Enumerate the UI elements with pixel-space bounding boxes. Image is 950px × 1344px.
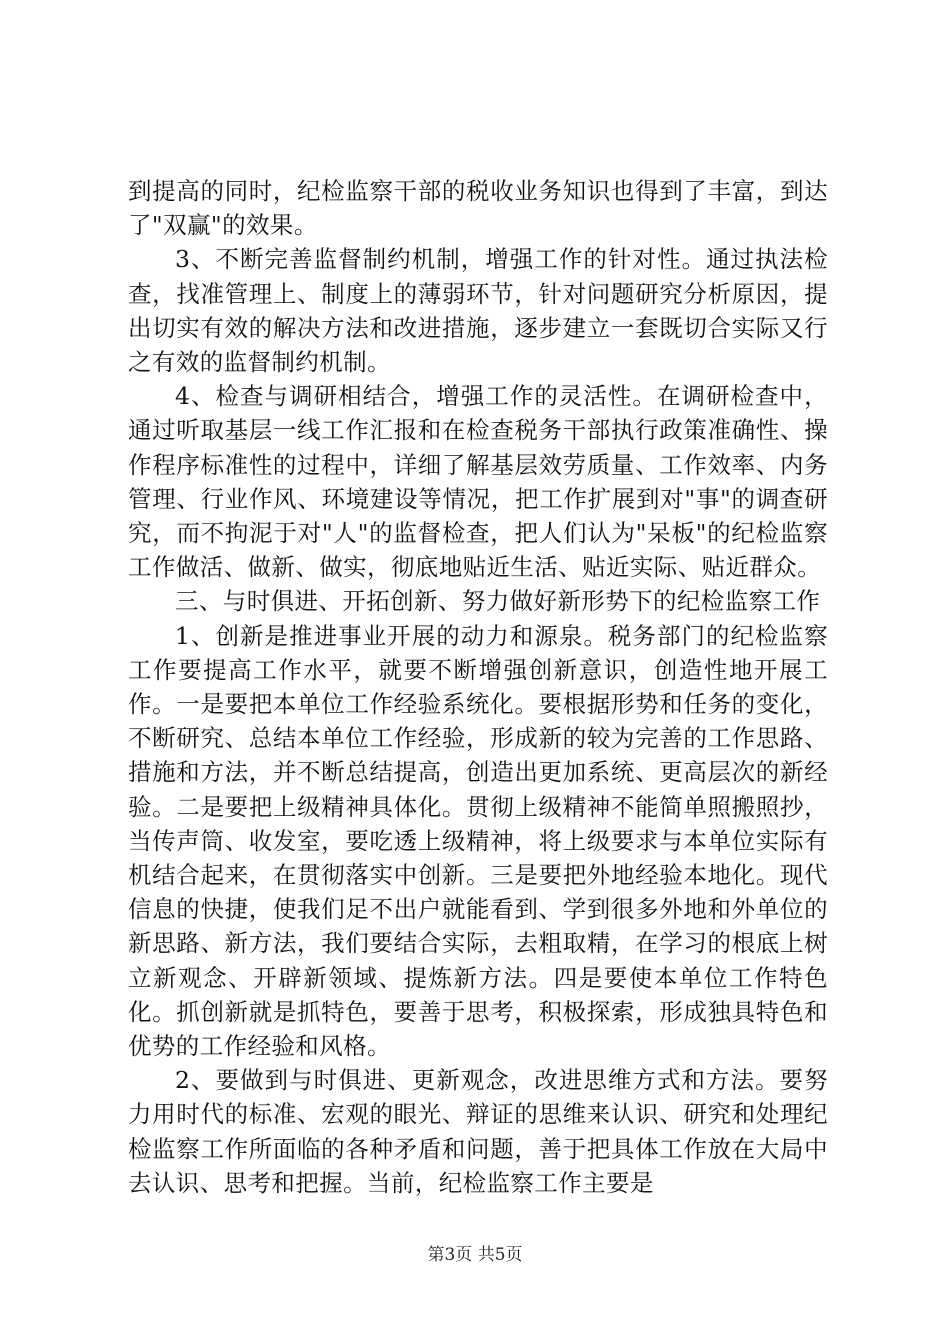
paragraph-item-4: 4、检查与调研相结合，增强工作的灵活性。在调研检查中，通过听取基层一线工作汇报和在检查税务干部执行政策准确性、操作程序标准性的过程中，详细了解基层效劳质量、工作效率、内务管理、行业作风、环境建设等情况，把工作扩展到对"事"的调查研究，而不拘泥于对"人"的监督检查，把人们认为"呆板"的纪检监察工作做活、做新、做实，彻底地贴近生活、贴近实际、贴近群众。 — [128, 382, 828, 582]
page-number: 第3页 共5页 — [427, 1245, 523, 1265]
document-body — [128, 174, 828, 1200]
paragraph-continuation: 到提高的同时，纪检监察干部的税收业务知识也得到了丰富，到达了"双赢"的效果。 — [128, 177, 828, 240]
page-footer — [0, 1245, 950, 1265]
paragraph-item-3: 3、不断完善监督制约机制，增强工作的针对性。通过执法检查，找准管理上、制度上的薄弱环节，针对问题研究分析原因，提出切实有效的解决方法和改进措施，逐步建立一套既切合实际又行之有效的监督制约机制。 — [128, 245, 828, 377]
paragraph-subitem-2: 2、要做到与时俱进、更新观念，改进思维方式和方法。要努力用时代的标准、宏观的眼光、辩证的思维来认识、研究和处理纪检监察工作所面临的各种矛盾和问题，善于把具体工作放在大局中去认识、思考和把握。当前，纪检监察工作主要是 — [128, 1066, 828, 1197]
paragraph-subitem-1: 1、创新是推进事业开展的动力和源泉。税务部门的纪检监察工作要提高工作水平，就要不断增强创新意识，创造性地开展工作。一是要把本单位工作经验系统化。要根据形势和任务的变化，不断研究、总结本单位工作经验，形成新的较为完善的工作思路、措施和方法，并不断总结提高，创造出更加系统、更高层次的新经验。二是要把上级精神具体化。贯彻上级精神不能简单照搬照抄，当传声筒、收发室，要吃透上级精神，将上级要求与本单位实际有机结合起来，在贯彻落实中创新。三是要把外地经验本地化。现代信息的快捷，使我们足不出户就能看到、学到很多外地和外单位的新思路、新方法，我们要结合实际，去粗取精，在学习的根底上树立新观念、开辟新领域、提炼新方法。四是要使本单位工作特色化。抓创新就是抓特色，要善于思考，积极探索，形成独具特色和优势的工作经验和风格。 — [128, 621, 828, 1061]
section-heading-3: 三、与时俱进、开拓创新、努力做好新形势下的纪检监察工作 — [175, 587, 821, 616]
